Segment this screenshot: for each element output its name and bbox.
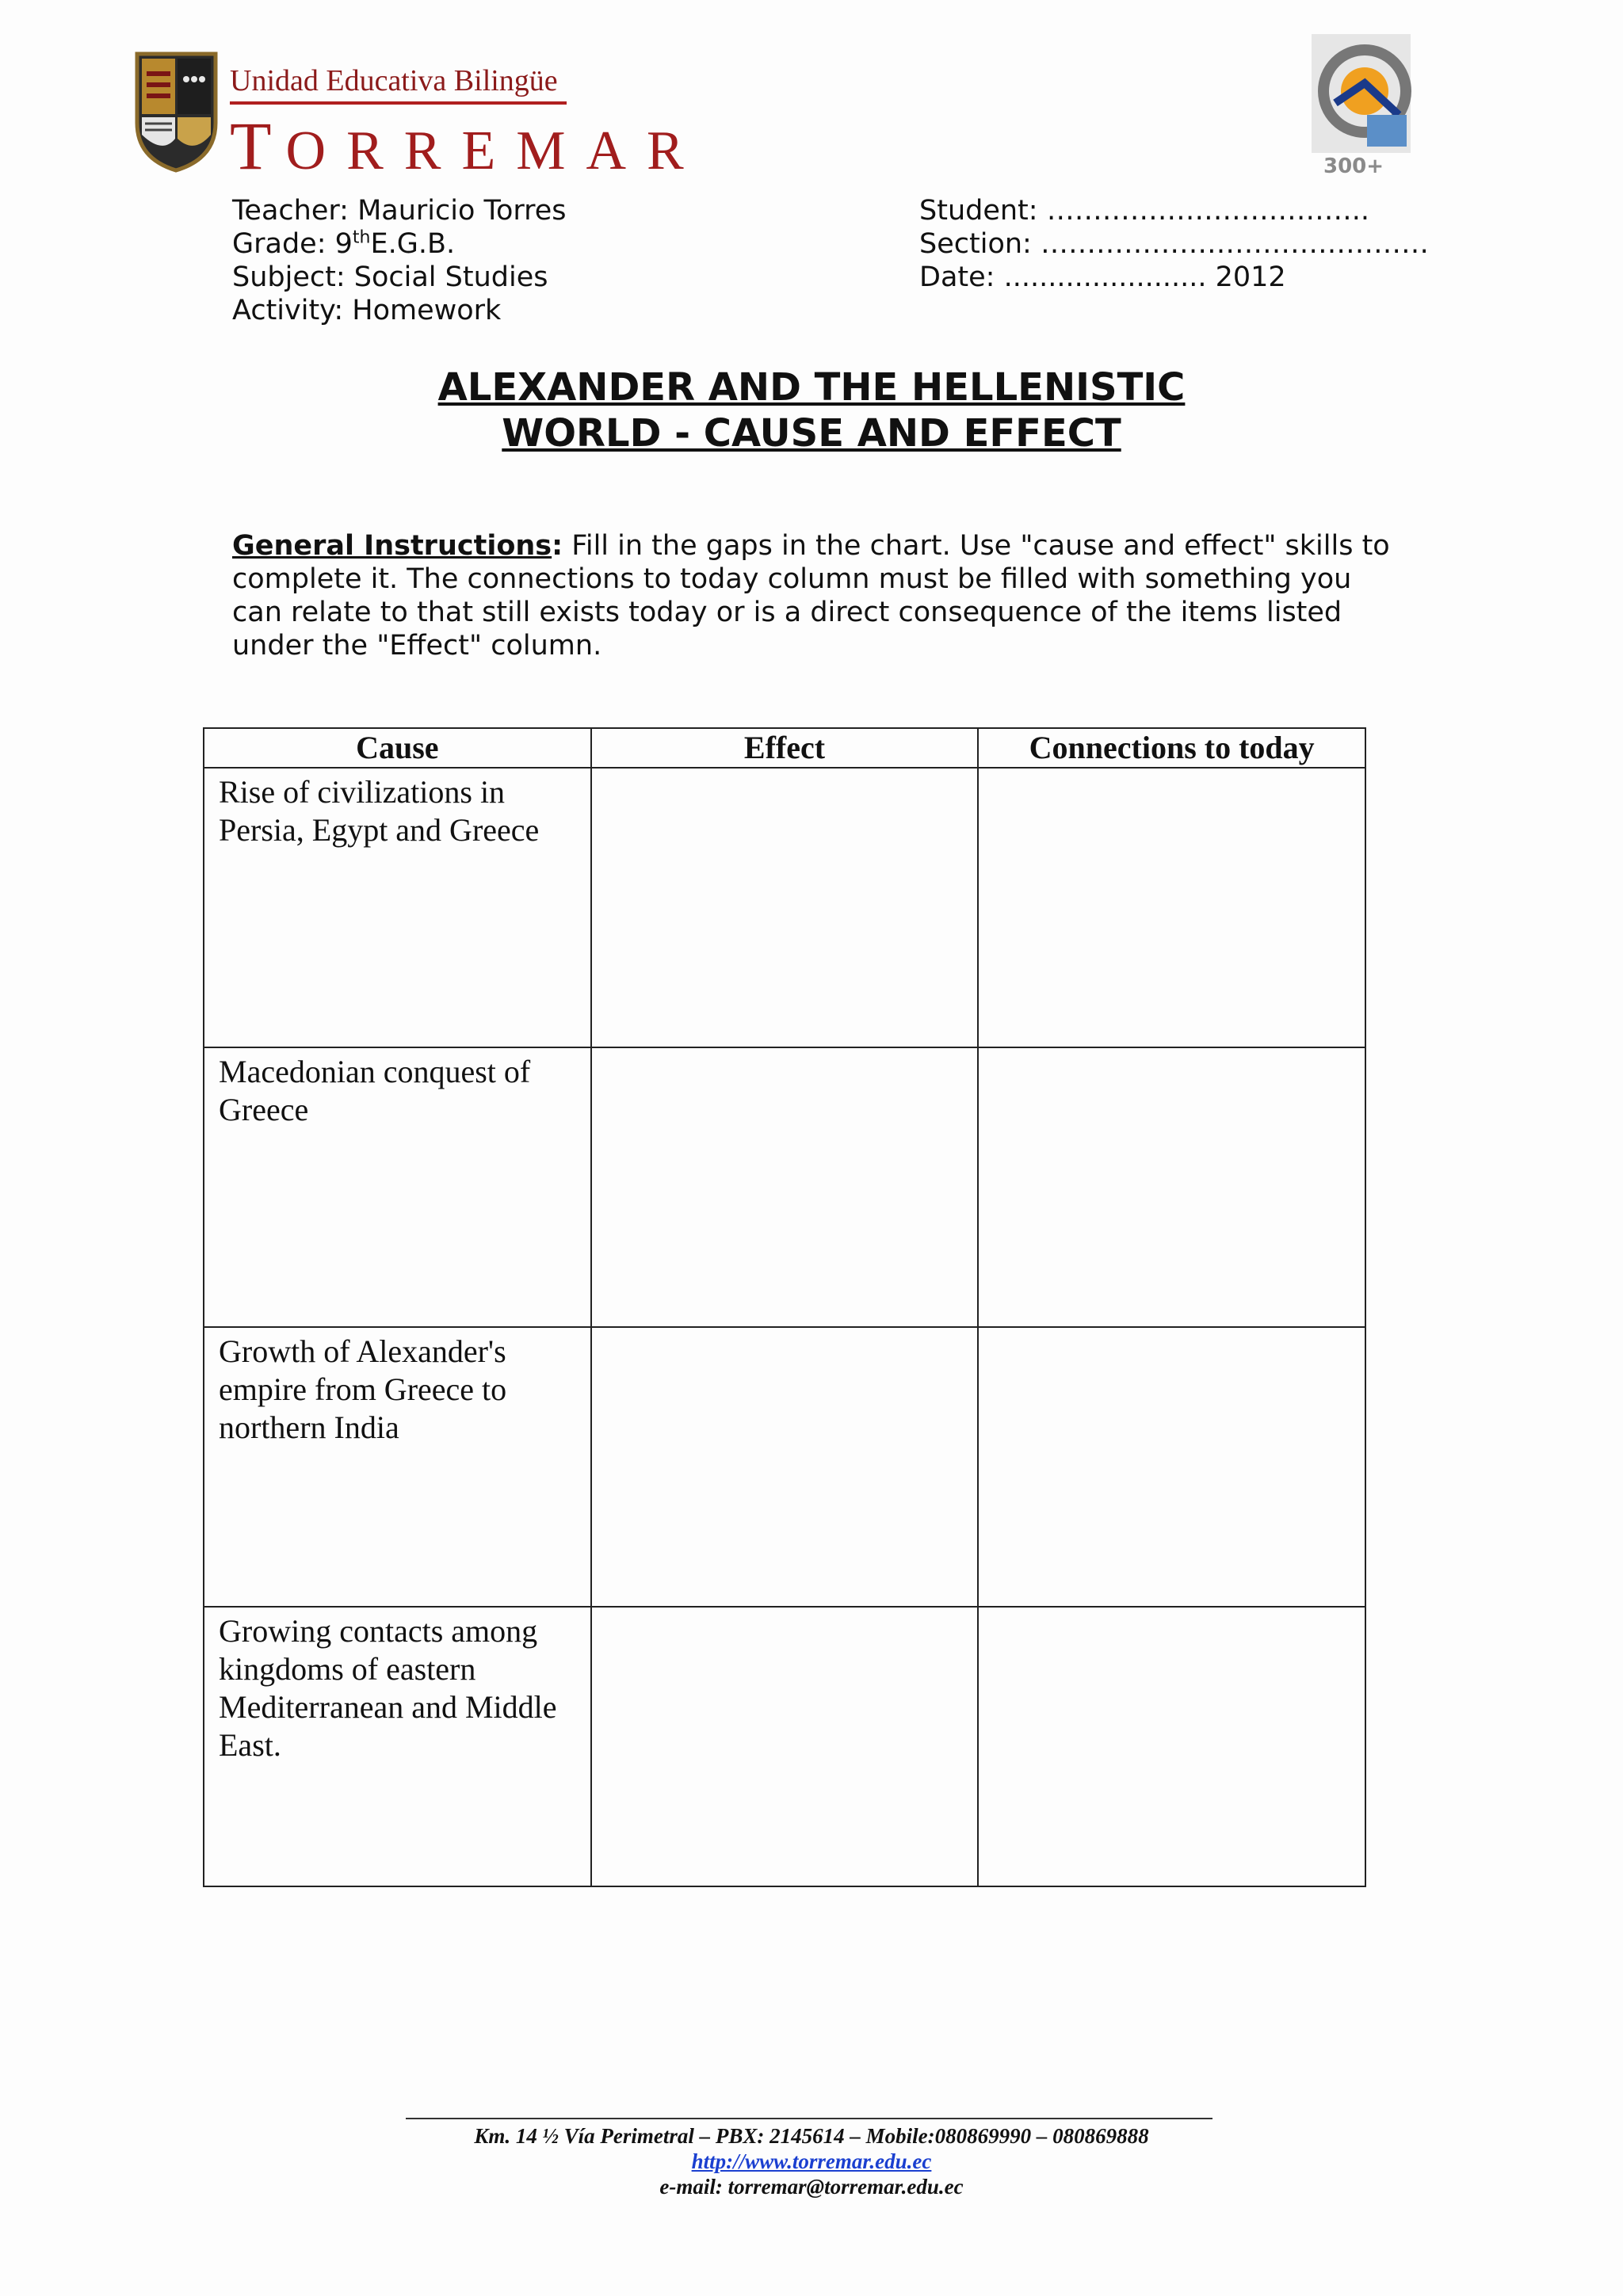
header-connections: Connections to today [978,728,1365,768]
instructions-body: Fill in the gaps in the chart. Use "cause and effect" skills to complete it. The connections to today column must be filled with something you can relate to that still exists today or is a direct consequence of the items listed under the "Effect" column. [232,530,1390,662]
grade-sup: th [352,227,371,248]
school-logo [131,48,705,184]
table-row [204,1607,1365,1886]
student-field[interactable]: Student: …………………………….. [919,195,1369,227]
info-right [919,194,1429,294]
table-row [204,1327,1365,1607]
cause-cell: Rise of civilizations in Persia, Egypt and Greece [204,768,591,1047]
grade-line [232,227,567,261]
table-header-row [204,728,1365,768]
logo-rule [230,101,567,105]
effect-cell[interactable] [591,1327,979,1607]
cause-cell: Macedonian conquest of Greece [204,1047,591,1327]
school-crest-icon [131,48,222,174]
effect-cell[interactable] [591,1047,979,1327]
effect-cell[interactable] [591,768,979,1047]
footer-email: e-mail: torremar@torremar.edu.ec [659,2175,964,2199]
info-left [232,194,567,327]
subject-line: Subject: Social Studies [232,261,548,293]
cause-cell: Growth of Alexander's empire from Greece to northern India [204,1327,591,1607]
page-title [0,364,1623,456]
activity-line: Activity: Homework [232,295,502,326]
wordmark-rest: ORREMAR [285,120,705,181]
footer-address: Km. 14 ½ Vía Perimetral – PBX: 2145614 – Mobile:080869990 – 080869888 [474,2124,1149,2148]
title-line-2: WORLD - CAUSE AND EFFECT [502,411,1121,456]
section-field[interactable]: Section: …………………………………… [919,228,1429,260]
cause-effect-table [203,727,1366,1887]
cause-cell: Growing contacts among kingdoms of eastern Mediterranean and Middle East. [204,1607,591,1886]
accreditation-badge [1292,28,1419,186]
wordmark-initial: T [230,108,286,184]
connection-cell[interactable] [978,768,1365,1047]
footer-divider [406,2118,1212,2119]
badge-number: 300+ [1323,154,1384,178]
table-row [204,768,1365,1047]
teacher-line: Teacher: Mauricio Torres [232,195,567,227]
header-effect: Effect [591,728,979,768]
school-name: Unidad Educativa Bilingüe [230,64,558,97]
effect-cell[interactable] [591,1607,979,1886]
instructions-colon: : [552,530,563,562]
connection-cell[interactable] [978,1607,1365,1886]
school-wordmark [230,106,705,185]
footer-website-link[interactable]: http://www.torremar.edu.ec [691,2149,932,2173]
header-cause: Cause [204,728,591,768]
connection-cell[interactable] [978,1047,1365,1327]
footer [0,2123,1623,2199]
title-line-1: ALEXANDER AND THE HELLENISTIC [437,365,1186,410]
instructions-lead: General Instructions [232,530,552,562]
table-row [204,1047,1365,1327]
accreditation-emblem-icon [1292,28,1419,158]
connection-cell[interactable] [978,1327,1365,1607]
date-field[interactable]: Date: ....................... 2012 [919,261,1286,293]
grade-prefix: Grade: 9 [232,228,353,260]
grade-suffix: E.G.B. [370,228,456,260]
general-instructions [232,529,1397,662]
